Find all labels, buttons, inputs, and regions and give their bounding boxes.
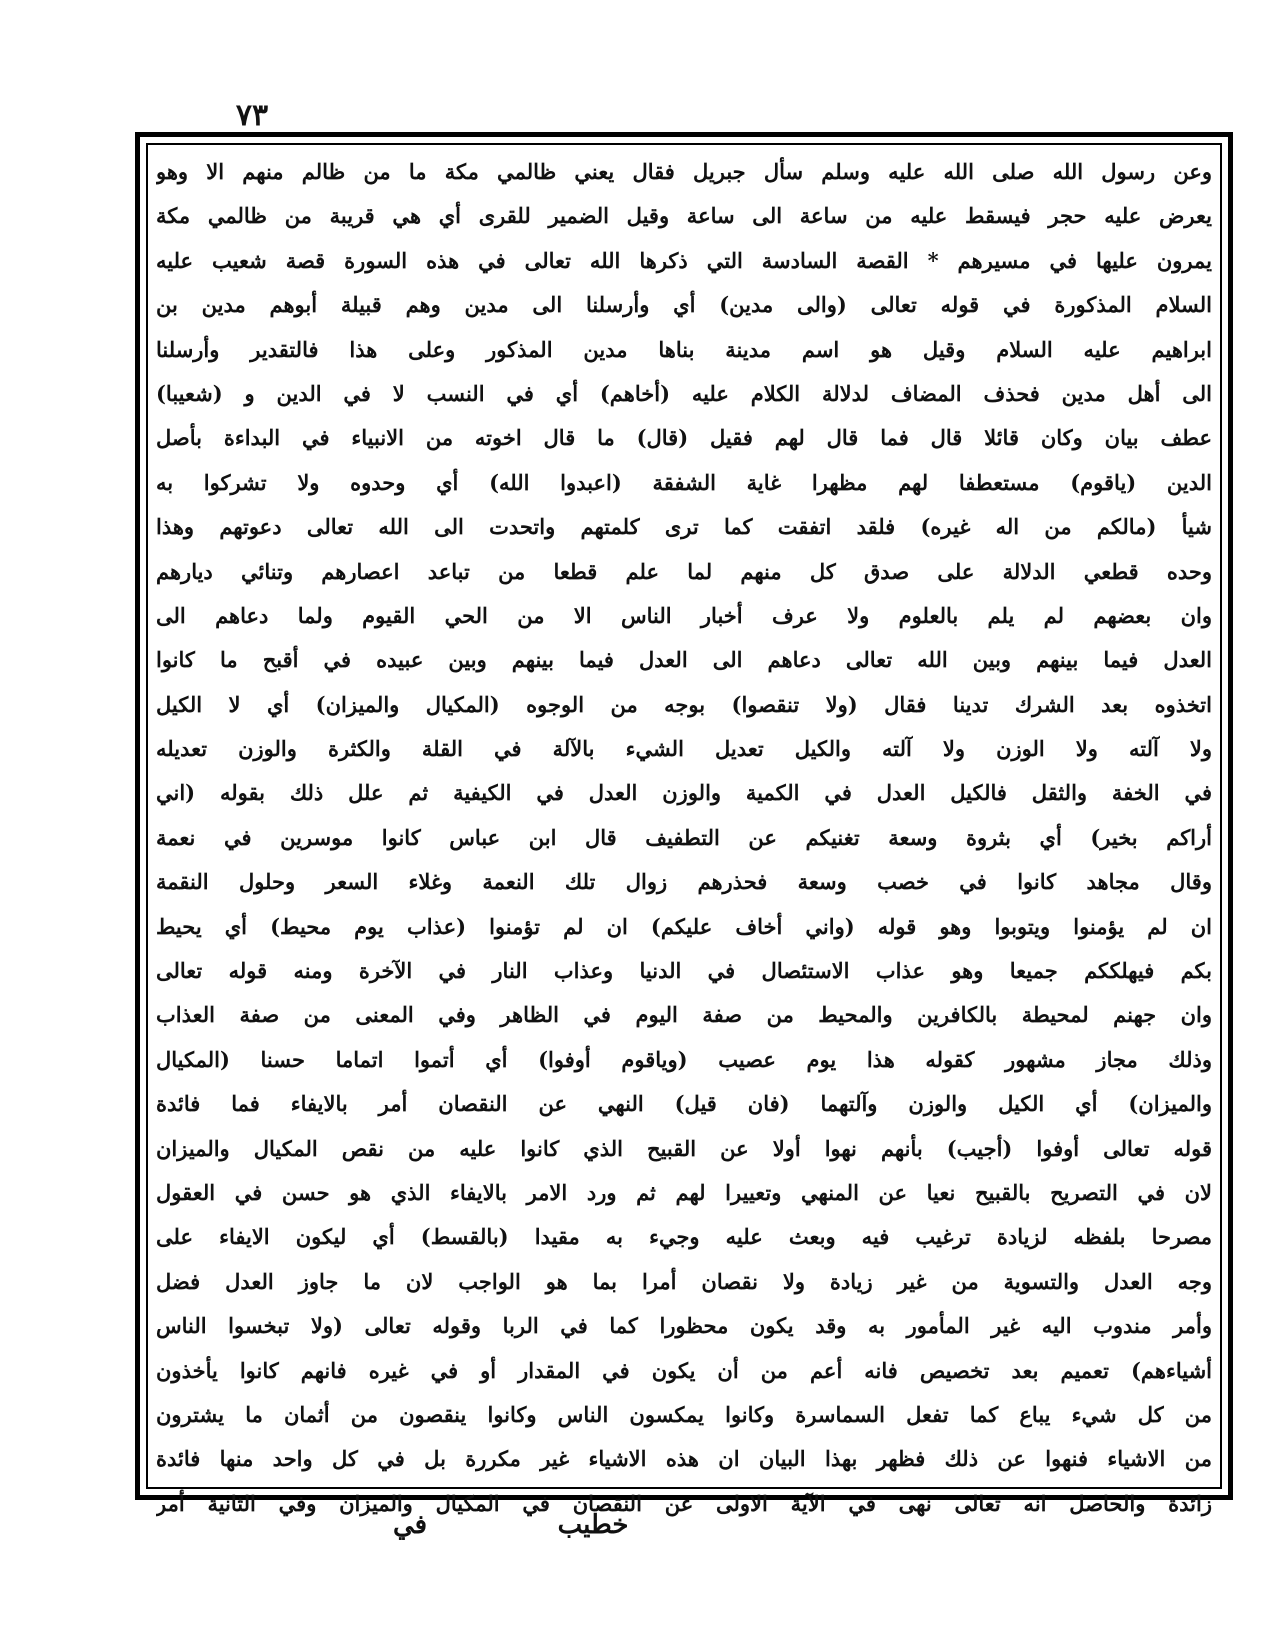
- text-line: شيأ (مالكم من اله غيره) فلقد اتفقت كما ترى كلمتهم واتحدت الى الله تعالى دعوتهم وهذا: [156, 514, 1212, 540]
- page-number: ٧٣: [235, 98, 269, 133]
- text-line: وان بعضهم لم يلم بالعلوم ولا عرف أخبار الناس الا من الحي القيوم ولما دعاهم الى: [156, 602, 1212, 628]
- text-line: السلام المذكورة في قوله تعالى (والى مدين) أي وأرسلنا الى مدين وهم قبيلة أبوهم مدين بن: [156, 292, 1212, 318]
- text-line: من كل شيء يباع كما تفعل السماسرة وكانوا يمكسون الناس وكانوا ينقصون من أثمان ما يشترون: [156, 1401, 1212, 1427]
- text-line: زائدة والحاصل انه تعالى نهى في الآية الاولى عن النقصان في المكيال والميزان وفي الثانية أمر: [156, 1490, 1212, 1516]
- text-line: في الخفة والثقل فالكيل العدل في الكمية والوزن العدل في الكيفية ثم علل ذلك بقوله (اني: [156, 780, 1212, 806]
- text-line: لان في التصريح بالقبيح نعيا عن المنهي وتعييرا لهم ثم ورد الامر بالايفاء الذي هو حسن في العقول: [156, 1179, 1212, 1205]
- text-line: الدين (ياقوم) مستعطفا لهم مظهرا غاية الشفقة (اعبدوا الله) أي وحدوه ولا تشركوا به: [156, 469, 1212, 495]
- text-line: وجه العدل والتسوية من غير زيادة ولا نقصان أمرا بما هو الواجب لان ما جاوز العدل فضل: [156, 1268, 1212, 1294]
- text-line: وذلك مجاز مشهور كقوله هذا يوم عصيب (وياقوم أوفوا) أي أتموا اتماما حسنا (المكيال: [156, 1046, 1212, 1072]
- text-line: أراكم بخير) أي بثروة وسعة تغنيكم عن التطفيف قال ابن عباس كانوا موسرين في نعمة: [156, 824, 1212, 850]
- catchword-2: في: [392, 1510, 428, 1540]
- text-line: والميزان) أي الكيل والوزن وآلتهما (فان قيل) النهي عن النقصان أمر بالايفاء فما فائدة: [156, 1091, 1212, 1117]
- text-block: [156, 150, 1212, 1516]
- text-line: ان لم يؤمنوا ويتوبوا وهو قوله (واني أخاف عليكم) ان لم تؤمنوا (عذاب يوم محيط) أي يحيط: [156, 913, 1212, 939]
- text-line: وان جهنم لمحيطة بالكافرين والمحيط من صفة اليوم في الظاهر وفي المعنى من صفة العذاب: [156, 1002, 1212, 1028]
- text-line: ابراهيم عليه السلام وقيل هو اسم مدينة بناها مدين المذكور وعلى هذا فالتقدير وأرسلنا: [156, 336, 1212, 362]
- text-line: ولا آلته ولا الوزن ولا آلته والكيل تعديل الشيء بالآلة في القلة والكثرة والوزن تعديله: [156, 736, 1212, 762]
- text-line: وأمر مندوب اليه غير المأمور به وقد يكون محظورا كما في الربا وقوله تعالى (ولا تبخسوا الناس: [156, 1313, 1212, 1339]
- text-line: الى أهل مدين فحذف المضاف لدلالة الكلام عليه (أخاهم) أي في النسب لا في الدين و (شعيبا): [156, 380, 1212, 406]
- text-line: العدل فيما بينهم وبين الله تعالى دعاهم الى العدل فيما بينهم وبين عبيده في أقبح ما كانوا: [156, 647, 1212, 673]
- text-line: مصرحا بلفظه لزيادة ترغيب فيه وبعث عليه وجيء به مقيدا (بالقسط) أي ليكون الايفاء على: [156, 1224, 1212, 1250]
- text-line: وحده قطعي الدلالة على صدق كل منهم لما علم قطعا من تباعد اعصارهم وتنائي ديارهم: [156, 558, 1212, 584]
- text-line: يمرون عليها في مسيرهم * القصة السادسة التي ذكرها الله تعالى في هذه السورة قصة شعيب عليه: [156, 247, 1212, 273]
- text-line: يعرض عليه حجر فيسقط عليه من ساعة الى ساعة وقيل الضمير للقرى أي هي قريبة من ظالمي مكة: [156, 203, 1212, 229]
- text-line: قوله تعالى أوفوا (أجيب) بأنهم نهوا أولا عن القبيح الذي كانوا عليه من نقص المكيال والميزان: [156, 1135, 1212, 1161]
- text-line: عطف بيان وكان قائلا قال فما قال لهم فقيل (قال) ما قال اخوته من الانبياء في البداءة بأصل: [156, 425, 1212, 451]
- text-line: وقال مجاهد كانوا في خصب وسعة فحذرهم زوال تلك النعمة وغلاء السعر وحلول النقمة: [156, 869, 1212, 895]
- catchword-1: خطيب: [557, 1510, 629, 1540]
- text-line: بكم فيهلككم جميعا وهو عذاب الاستئصال في الدنيا وعذاب النار في الآخرة ومنه قوله تعالى: [156, 958, 1212, 984]
- text-line: اتخذوه بعد الشرك تدينا فقال (ولا تنقصوا) بوجه من الوجوه (المكيال والميزان) أي لا الكيل: [156, 691, 1212, 717]
- text-line: وعن رسول الله صلى الله عليه وسلم سأل جبريل فقال يعني ظالمي مكة ما من ظالم منهم الا وهو: [156, 159, 1212, 184]
- text-line: أشياءهم) تعميم بعد تخصيص فانه أعم من أن يكون في المقدار أو في غيره فانهم كانوا يأخذون: [156, 1357, 1212, 1383]
- text-line: من الاشياء فنهوا عن ذلك فظهر بهذا البيان ان هذه الاشياء غير مكررة بل في كل واحد منها فائدة: [156, 1446, 1212, 1472]
